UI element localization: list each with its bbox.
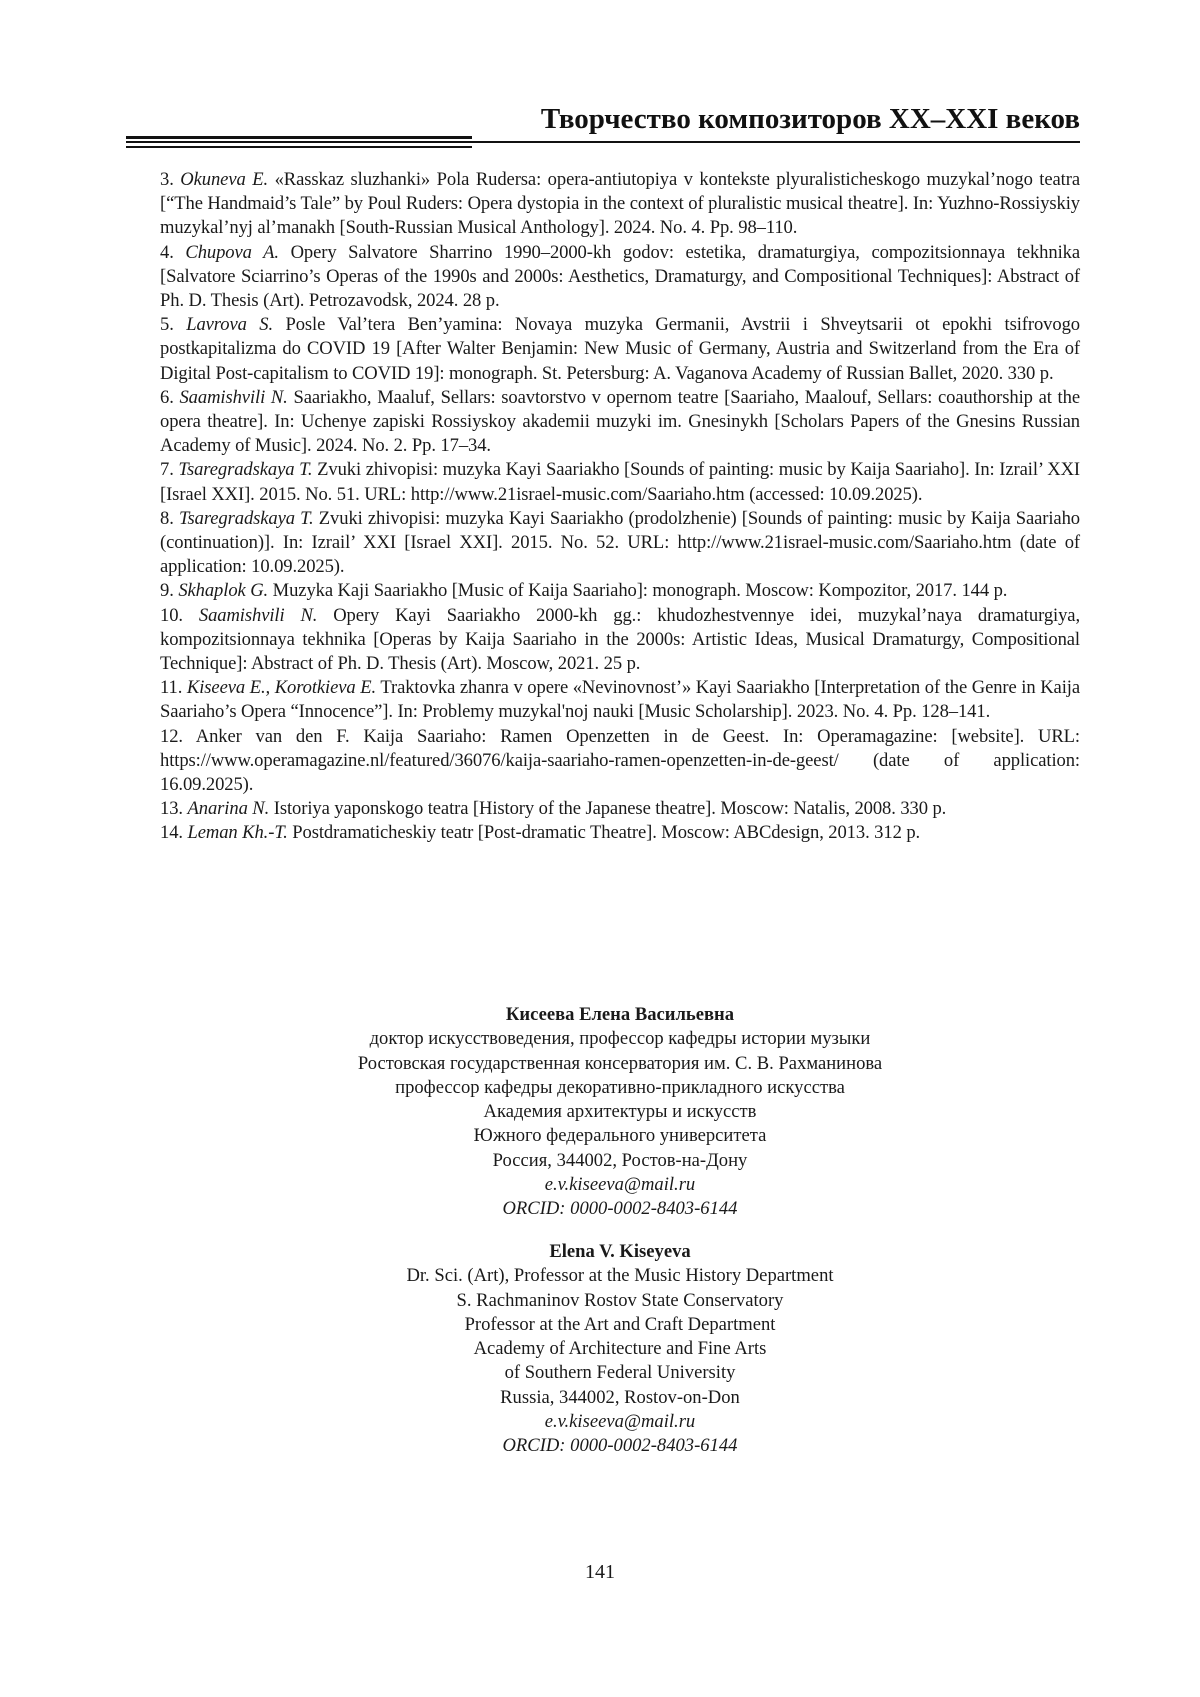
reference-number: 10.	[160, 604, 183, 626]
author-affiliation-line: of Southern Federal University	[504, 1362, 736, 1384]
reference-text: Zvuki zhivopisi: muzyka Kayi Saariakho (prodolzhenie) [Sounds of painting: music by Kaija Saariaho (continuation)]. In: Izrail’ XXI [Israel XXI]. 2015. No. 52. URL: http://www.21israel-music.com/Saariaho.htm (date of application: 10.09.2025).	[160, 507, 1080, 578]
reference-text: Posle Val’tera Ben’yamina: Novaya muzyka Germanii, Avstrii i Shveytsarii ot epokhi tsifrovogo postkapitalizma do COVID 19 [After Walter Benjamin: New Music of Germany, Austria and Switzerland from the Era of Digital Post-capitalism to COVID 19]: monograph. St. Petersburg: A. Vaganova Academy of Russian Ballet, 2020. 330 p.	[160, 314, 1080, 384]
reference-author: Saamishvili N.	[179, 386, 288, 408]
reference-author: Okuneva E.	[180, 169, 269, 190]
reference-author: Tsaregradskaya T.	[178, 507, 314, 529]
reference-item	[160, 313, 1080, 386]
author-affiliation-line: Южного федерального университета	[473, 1125, 767, 1147]
page-number: 141	[585, 1561, 615, 1583]
reference-item	[160, 821, 1080, 845]
reference-text: Opery Kayi Saariakho 2000-kh gg.: khudozhestvennye idei, muzykal’naya dramaturgiya, kompozitsionnaya tekhnika [Operas by Kaija Saariaho in the 2000s: Artistic Ideas, Musical Dramaturgy, Compositional Technique]: Abstract of Ph. D. Thesis (Art). Moscow, 2021. 25 p.	[160, 604, 1080, 675]
author-affiliation-line: Академия архитектуры и искусств	[483, 1101, 757, 1123]
reference-author: Leman Kh.-T.	[187, 822, 288, 844]
reference-text: Opery Salvatore Sharrino 1990–2000-kh godov: estetika, dramaturgiya, compozitsionnaya tekhnika [Salvatore Sciarrino’s Operas of the 1990s and 2000s: Aesthetics, Dramaturgy, and Compositional Techniques]: Abstract of Ph. D. Thesis (Art). Petrozavodsk, 2024. 28 p.	[160, 241, 1080, 312]
author-affiliation-line: доктор искусствоведения, профессор кафедры истории музыки	[369, 1028, 871, 1050]
reference-item	[160, 458, 1080, 506]
reference-item	[160, 797, 1080, 821]
reference-number: 12.	[160, 725, 183, 747]
reference-number: 4.	[160, 241, 174, 263]
author-affiliation-line: Professor at the Art and Craft Department	[464, 1313, 776, 1335]
reference-author: Skhaplok G.	[178, 580, 269, 602]
author-affiliation-line: профессор кафедры декоративно-прикладного искусства	[395, 1076, 845, 1098]
reference-item	[160, 386, 1080, 459]
reference-number: 5.	[160, 314, 174, 336]
author-affiliation-line: Russia, 344002, Rostov-on-Don	[500, 1386, 740, 1408]
reference-number: 9.	[160, 580, 174, 602]
reference-text: Muzyka Kaji Saariakho [Music of Kaija Saariaho]: monograph. Moscow: Kompozitor, 2017. 144 p.	[272, 580, 1008, 602]
reference-author: Chupova A.	[185, 241, 279, 263]
author-affiliation-line: Россия, 344002, Ростов-на-Дону	[492, 1149, 748, 1171]
header-rule-line	[126, 146, 472, 148]
author-orcid: ORCID: 0000-0002-8403-6144	[502, 1198, 738, 1220]
header-rule-line	[126, 141, 1080, 143]
reference-author: Lavrova S.	[186, 314, 274, 336]
author-info-ru	[160, 1003, 1080, 1222]
reference-text: «Rasskaz sluzhanki» Pola Rudersa: opera-antiutopiya v kontekste plyuralisticheskogo muzykal’nogo teatra [“The Handmaid’s Tale” by Poul Ruders: Opera dystopia in the context of pluralistic musical theatre]. In: Yuzhno-Rossiyskiy muzykal’nyj al’manakh [South-Russian Musical Anthology]. 2024. No. 4. Pp. 98–110.	[160, 169, 1080, 239]
author-affiliation-line: Dr. Sci. (Art), Professor at the Music History Department	[406, 1265, 834, 1287]
reference-text: Anker van den F. Kaija Saariaho: Ramen Openzetten in de Geest. In: Operamagazine: [website]. URL: https://www.operamagazine.nl/featured/36076/kaija-saariaho-ramen-openzetten-in-de-geest/ (date of application: 16.09.2025).	[160, 725, 1080, 796]
reference-author: Saamishvili N.	[198, 604, 318, 626]
reference-item	[160, 579, 1080, 603]
reference-number: 8.	[160, 507, 174, 529]
reference-number: 6.	[160, 386, 174, 408]
reference-author: Anarina N.	[187, 798, 270, 820]
author-name: Кисеева Елена Васильевна	[505, 1004, 735, 1025]
author-affiliation-line: S. Rachmaninov Rostov State Conservatory	[456, 1289, 784, 1311]
running-title: Творчество композиторов XX–XXI веков	[540, 103, 1080, 135]
author-email: e.v.kiseeva@mail.ru	[544, 1174, 696, 1196]
header-rule-line	[126, 136, 472, 139]
reference-item	[160, 604, 1080, 677]
reference-text: Traktovka zhanra v opere «Nevinovnost’» Kayi Saariakho [Interpretation of the Genre in Kaija Saariaho’s Opera “Innocence”]. In: Problemy muzykal'noj nauki [Music Scholarship]. 2023. No. 4. Pp. 128–141.	[160, 677, 1080, 723]
reference-number: 3.	[160, 169, 174, 190]
reference-number: 7.	[160, 459, 174, 481]
reference-item	[160, 725, 1080, 798]
reference-list	[160, 168, 1080, 846]
header-rule	[126, 136, 1080, 148]
reference-item	[160, 241, 1080, 314]
author-email: e.v.kiseeva@mail.ru	[544, 1411, 696, 1433]
author-affiliation-line: Academy of Architecture and Fine Arts	[473, 1338, 767, 1360]
reference-item	[160, 507, 1080, 580]
reference-number: 11.	[160, 677, 183, 699]
reference-number: 13.	[160, 798, 183, 820]
reference-author: Kiseeva E., Korotkieva E.	[186, 677, 377, 699]
author-info-en	[160, 1240, 1080, 1459]
author-orcid: ORCID: 0000-0002-8403-6144	[502, 1435, 738, 1457]
reference-text: Zvuki zhivopisi: muzyka Kayi Saariakho [Sounds of painting: music by Kaija Saariaho]. In: Izrail’ XXI [Israel XXI]. 2015. No. 51. URL: http://www.21israel-music.com/Saariaho.htm (accessed: 10.09.2025).	[160, 459, 1080, 505]
reference-item	[160, 168, 1080, 241]
reference-text: Istoriya yaponskogo teatra [History of the Japanese theatre]. Moscow: Natalis, 2008. 330 p.	[273, 798, 947, 820]
reference-number: 14.	[160, 822, 183, 844]
reference-item	[160, 676, 1080, 724]
author-name: Elena V. Kiseyeva	[549, 1241, 691, 1262]
reference-author: Tsaregradskaya T.	[178, 459, 313, 481]
reference-text: Saariakho, Maaluf, Sellars: soavtorstvo v opernom teatre [Saariaho, Maalouf, Sellars: coauthorship at the opera theatre]. In: Uchenye zapiski Rossiyskoy akademii muzyki im. Gnesinykh [Scholars Papers of the Gnesins Russian Academy of Music]. 2024. No. 2. Pp. 17–34.	[160, 386, 1080, 457]
reference-text: Postdramaticheskiy teatr [Post-dramatic Theatre]. Moscow: ABCdesign, 2013. 312 p.	[292, 822, 921, 844]
author-affiliation-line: Ростовская государственная консерватория им. С. В. Рахманинова	[357, 1052, 883, 1074]
